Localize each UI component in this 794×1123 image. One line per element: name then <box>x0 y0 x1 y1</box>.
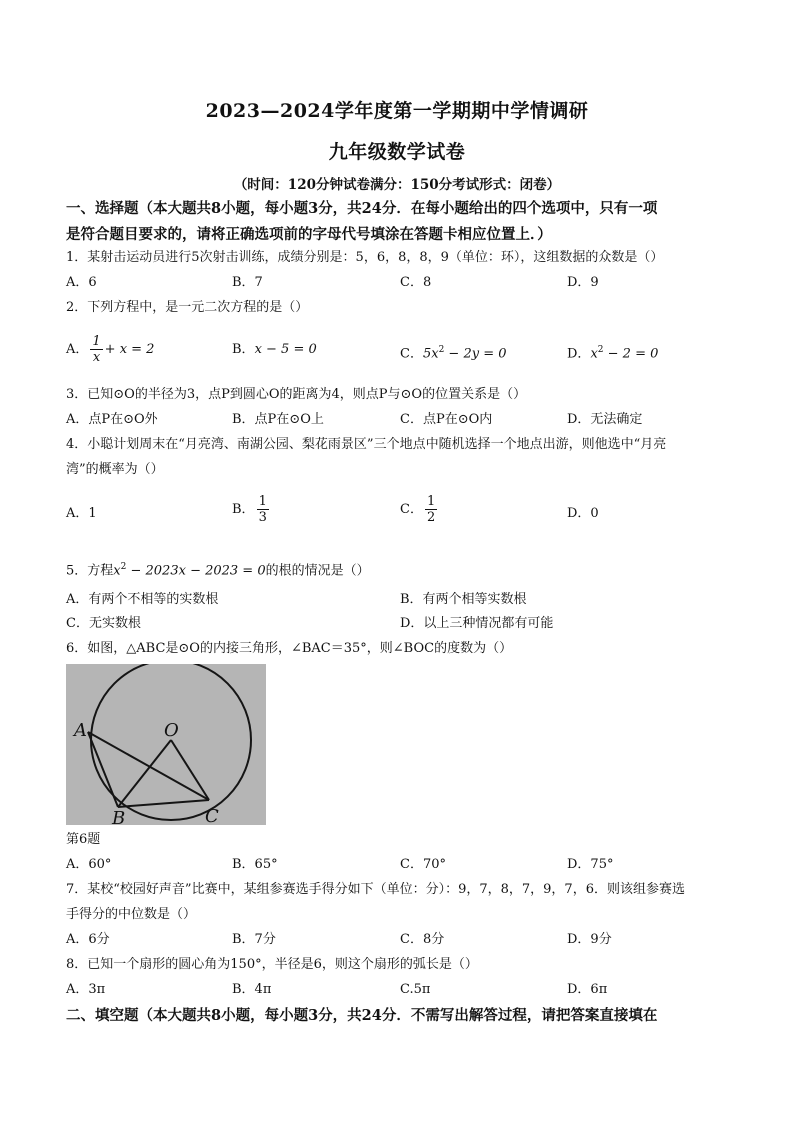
q4-c-denominator: 2 <box>426 510 436 525</box>
section1-heading-line1: 一、选择题（本大题共8小题，每小题3分，共24分．在每小题给出的四个选项中，只有一项 <box>66 200 658 217</box>
q2-a-rest: + x = 2 <box>104 342 155 357</box>
q7-option-c: C．8分 <box>400 932 445 947</box>
q2-a-denominator: x <box>92 350 101 365</box>
q6-option-b: B．65° <box>232 857 278 872</box>
q4-option-c-fraction <box>425 494 437 525</box>
q2-d-exp: 2 <box>597 345 604 355</box>
label-b: B <box>112 808 126 825</box>
q6-figure <box>66 664 266 825</box>
section1-heading-line2: 是符合题目要求的，请将正确选项前的字母代号填涂在答题卡相应位置上．） <box>66 226 552 243</box>
q8-option-a: A．3π <box>66 982 106 997</box>
figure-background <box>66 664 266 825</box>
question-7-options <box>66 928 734 952</box>
exam-info: （时间：120分钟试卷满分：150分考试形式：闭卷） <box>233 177 561 193</box>
question-7-line2: 手得分的中位数是（） <box>66 907 197 922</box>
question-4-options <box>66 494 734 526</box>
question-3-options <box>66 408 734 432</box>
q5-option-d: D．以上三种情况都有可能 <box>400 616 554 631</box>
question-6-options <box>66 853 734 877</box>
question-3: 3．已知⊙O的半径为3，点P到圆心O的距离为4，则点P与⊙O的位置关系是（） <box>66 387 527 402</box>
question-5 <box>66 555 734 583</box>
q7-option-a: A．6分 <box>66 932 110 947</box>
q2-option-d <box>567 338 658 366</box>
q1-option-d: D．9 <box>567 275 599 290</box>
q4-option-a: A．1 <box>66 506 97 521</box>
q4-option-b-fraction <box>257 494 269 525</box>
q2-c-post: − 2y = 0 <box>444 346 507 362</box>
q2-d-pre: x <box>590 346 598 362</box>
q5-eq-exp: 2 <box>120 562 127 572</box>
q5-eq-post: − 2023x − 2023 = 0 <box>126 563 266 579</box>
q2-option-c <box>400 338 507 366</box>
q2-a-numerator: 1 <box>92 334 101 349</box>
label-c: C <box>205 806 219 825</box>
q2-option-b <box>232 338 317 362</box>
q5-eq-pre: x <box>113 563 121 579</box>
q2-d-post: − 2 = 0 <box>603 346 659 362</box>
question-8: 8．已知一个扇形的圆心角为150°，半径是6，则这个扇形的弧长是（） <box>66 957 478 972</box>
q3-option-c: C．点P在⊙O内 <box>400 412 493 427</box>
q4-b-numerator: 1 <box>258 494 267 509</box>
q8-option-d: D．6π <box>567 982 608 997</box>
question-8-options <box>66 978 734 1002</box>
exam-title: 2023—2024学年度第一学期期中学情调研 <box>205 100 589 122</box>
q6-figure-caption: 第6题 <box>66 832 101 847</box>
q2-c-exp: 2 <box>438 345 445 355</box>
q2-c-pre: 5x <box>422 346 439 362</box>
question-1-options <box>66 271 734 295</box>
q6-option-a: A．60° <box>66 857 112 872</box>
q5-prefix: 5．方程 <box>66 563 114 579</box>
q6-option-d: D．75° <box>567 857 614 872</box>
q8-option-c: C.5π <box>400 982 431 997</box>
q3-option-a: A．点P在⊙O外 <box>66 412 158 427</box>
question-4-line2: 湾”的概率为（） <box>66 462 164 477</box>
q2-option-b-label: B． <box>232 342 255 357</box>
q5-option-c: C．无实数根 <box>66 616 141 631</box>
q2-b-expr: x − 5 = 0 <box>254 342 317 357</box>
q7-option-d: D．9分 <box>567 932 612 947</box>
question-5-options-row1 <box>66 588 734 612</box>
question-4-line1: 4．小聪计划周末在“月亮湾、南湖公园、梨花雨景区”三个地点中随机选择一个地点出游，则他选中“月亮 <box>66 437 667 452</box>
q1-option-b: B．7 <box>232 275 263 290</box>
q4-option-c-label: C． <box>400 502 423 517</box>
q4-option-d: D．0 <box>567 506 599 521</box>
q2-option-a <box>66 334 154 365</box>
section2-heading: 二、填空题（本大题共8小题，每小题3分，共24分．不需写出解答过程，请把答案直接填在 <box>66 1007 658 1024</box>
q6-option-c: C．70° <box>400 857 446 872</box>
q1-option-a: A．6 <box>66 275 97 290</box>
question-1: 1．某射击运动员进行5次射击训练，成绩分别是：5，6，8，8，9（单位：环），这组数据的众数是（） <box>66 250 664 265</box>
q6-circle-diagram <box>66 664 266 825</box>
q4-option-b-label: B． <box>232 502 255 517</box>
q7-option-b: B．7分 <box>232 932 276 947</box>
q5-suffix: 的根的情况是（） <box>265 563 370 579</box>
q2-option-a-fraction <box>90 334 102 365</box>
q3-option-b: B．点P在⊙O上 <box>232 412 324 427</box>
q4-option-b <box>232 494 271 525</box>
q2-option-c-label: C． <box>400 346 423 362</box>
question-2-options <box>66 334 734 365</box>
label-o: O <box>164 720 179 741</box>
label-a: A <box>74 720 87 741</box>
q5-option-a: A．有两个不相等的实数根 <box>66 592 219 607</box>
q4-b-denominator: 3 <box>258 510 267 525</box>
q2-option-a-label: A． <box>66 342 89 357</box>
q3-option-d: D．无法确定 <box>567 412 643 427</box>
q4-option-c <box>400 494 439 525</box>
question-5-options-row2 <box>66 612 734 636</box>
question-2: 2．下列方程中，是一元二次方程的是（） <box>66 300 309 315</box>
q8-option-b: B．4π <box>232 982 272 997</box>
q4-c-numerator: 1 <box>426 494 436 509</box>
exam-subtitle: 九年级数学试卷 <box>328 141 466 163</box>
q1-option-c: C．8 <box>400 275 432 290</box>
q2-option-d-label: D． <box>567 346 591 362</box>
question-6: 6．如图，△ABC是⊙O的内接三角形，∠BAC＝35°，则∠BOC的度数为（） <box>66 641 513 656</box>
q5-option-b: B．有两个相等实数根 <box>400 592 527 607</box>
question-7-line1: 7．某校“校园好声音”比赛中，某组参赛选手得分如下（单位：分）：9，7，8，7，9，7，6．则该组参赛选 <box>66 882 685 897</box>
